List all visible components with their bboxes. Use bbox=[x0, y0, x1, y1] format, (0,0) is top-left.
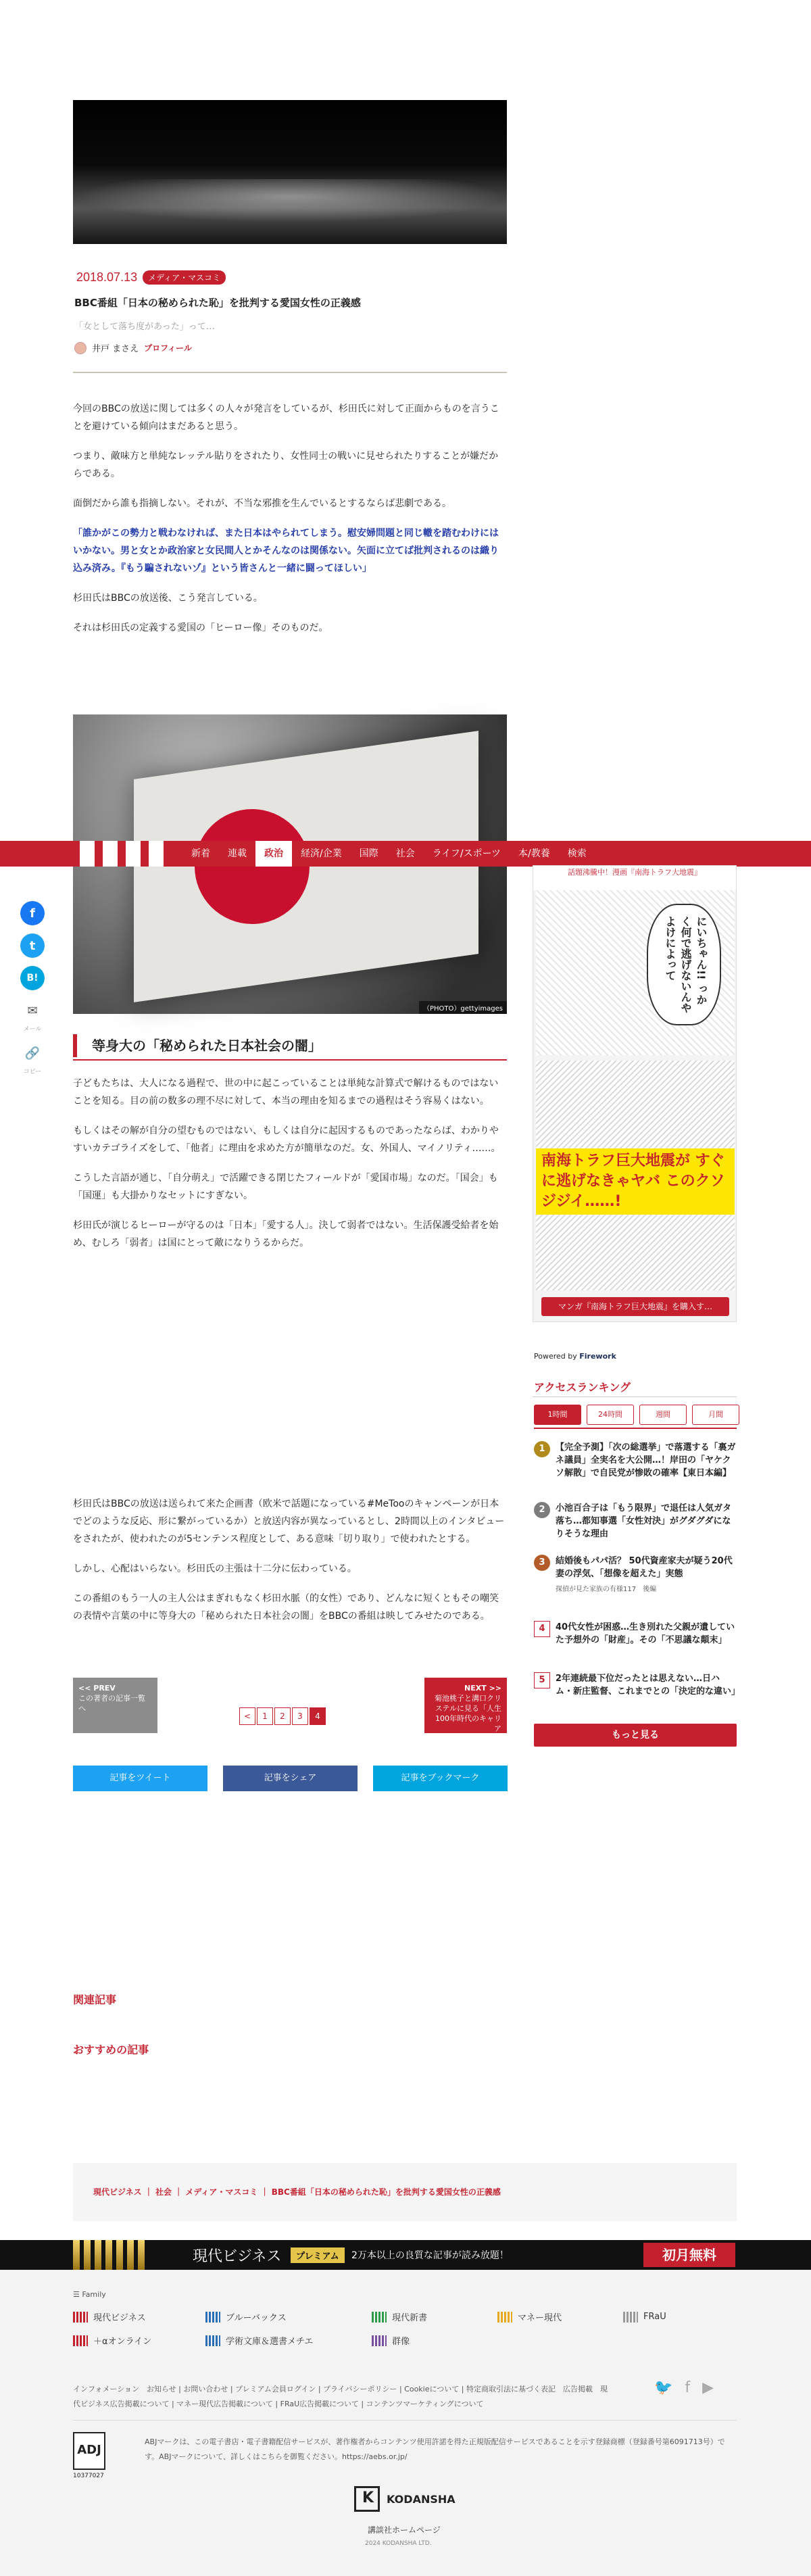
powered-by bbox=[534, 1352, 616, 1361]
brand-bars-icon bbox=[73, 2335, 88, 2346]
stripe bbox=[80, 841, 95, 867]
adj-number: 10377027 bbox=[73, 2473, 104, 2479]
side-share-bar bbox=[20, 901, 45, 1075]
article-meta bbox=[76, 270, 226, 285]
ranking-item[interactable] bbox=[534, 1621, 737, 1647]
manga-headline: 南海トラフ巨大地震が すぐに逃げなきゃヤバ このクソジジイ……! bbox=[536, 1148, 735, 1215]
family-link[interactable] bbox=[205, 2334, 372, 2347]
author-name[interactable]: 井戸 まさえ bbox=[92, 344, 139, 354]
paragraph: 子どもたちは、大人になる過程で、世の中に起こっていることは単純な計算式で解けるものではないことを知る。目の前の数多の理不尽に対して、本当の理由を知るまでの過程はそう容易くはない。 bbox=[73, 1078, 499, 1107]
kodansha-name: KODANSHA bbox=[387, 2492, 456, 2506]
footer bbox=[0, 2270, 811, 2576]
article-body-d bbox=[73, 1495, 507, 1637]
family-link[interactable] bbox=[372, 2334, 497, 2347]
ranking-item[interactable] bbox=[534, 1555, 737, 1596]
paragraph: 今回のBBCの放送に関しては多くの人々が発言をしているが、杉田氏に対して正面からものを言うことを避けている傾向はまだあると思う。 bbox=[73, 404, 499, 432]
brand-bars-icon bbox=[497, 2312, 512, 2323]
family-name[interactable]: 学術文庫＆選書メチエ bbox=[226, 2337, 314, 2347]
twitter-icon[interactable]: t bbox=[20, 933, 45, 958]
family-links bbox=[73, 2310, 737, 2347]
copy-label: コピー bbox=[23, 1069, 42, 1075]
related-heading: 関連記事 bbox=[73, 1993, 117, 2006]
page-3[interactable]: 3 bbox=[292, 1707, 308, 1725]
brand-bars-icon bbox=[205, 2312, 220, 2323]
family-name[interactable]: 群像 bbox=[392, 2337, 410, 2347]
header-divider bbox=[73, 372, 507, 373]
rank-title[interactable]: 2年連続最下位だったとは思えない…日ハム・新庄監督、これまでとの「決定的な違い」 bbox=[556, 1674, 741, 1697]
link-icon[interactable]: 🔗 bbox=[20, 1041, 45, 1065]
powered-label: Powered by bbox=[534, 1352, 577, 1361]
rank-title-text[interactable]: 結婚後もパパ活？ 50代資産家夫が疑う20代妻の浮気、「想像を超えた」実態 bbox=[556, 1556, 733, 1579]
rank-number: 1 bbox=[534, 1441, 550, 1457]
rank-number: 5 bbox=[534, 1672, 550, 1688]
tab-24h[interactable]: 24時間 bbox=[587, 1405, 634, 1425]
ranking-item[interactable] bbox=[534, 1672, 741, 1698]
banner-message: 2万本以上の良質な記事が読み放題！ bbox=[351, 2250, 509, 2261]
copyright: 2024 KODANSHA LTD. bbox=[365, 2540, 432, 2547]
article-subtitle: 「女として落ち度があった」って… bbox=[74, 322, 215, 332]
footer-divider bbox=[73, 2420, 737, 2421]
rank-title[interactable] bbox=[556, 1555, 737, 1596]
paragraph: 杉田氏はBBCの放送は送られて来た企画書（欧米で話題になっている#MeTooのキャンペーンが日本でどのような反応、形に繋がっているか）と放送内容が異なっているとし、2時間以上のインタビューをされたが、使われたのが5センテンス程度として、ある意味「切り取り」で使われたとする。 bbox=[73, 1499, 505, 1545]
next-label: NEXT >> bbox=[464, 1684, 501, 1693]
hero-image bbox=[73, 100, 507, 244]
brand-bars-icon bbox=[372, 2335, 387, 2346]
facebook-icon[interactable]: f bbox=[685, 2379, 691, 2396]
manga-ad-header: 話題沸騰中！漫画『南海トラフ大地震』 bbox=[533, 866, 736, 890]
page-1[interactable]: 1 bbox=[257, 1707, 273, 1725]
facebook-share-button[interactable]: 記事をシェア bbox=[223, 1766, 358, 1791]
tab-1h[interactable]: 1時間 bbox=[534, 1405, 581, 1425]
rank-number: 3 bbox=[534, 1555, 550, 1571]
profile-link[interactable]: プロフィール bbox=[144, 343, 192, 353]
kodansha-mark-icon bbox=[354, 2486, 380, 2512]
premium-banner[interactable] bbox=[0, 2240, 811, 2270]
section-underline bbox=[73, 1059, 507, 1061]
hatena-icon[interactable]: B! bbox=[20, 966, 45, 990]
ranking-tabs-underline bbox=[534, 1428, 737, 1429]
nav-item-series[interactable]: 連載 bbox=[228, 848, 247, 859]
family-name[interactable]: 現代新書 bbox=[392, 2313, 428, 2323]
mail-label: メール bbox=[23, 1026, 42, 1033]
family-link[interactable] bbox=[623, 2310, 737, 2323]
family-link[interactable] bbox=[497, 2310, 623, 2323]
page-2[interactable]: 2 bbox=[274, 1707, 291, 1725]
kodansha-home-link[interactable]: 講談社ホームページ bbox=[368, 2525, 441, 2535]
nav-links bbox=[182, 841, 595, 867]
page-back[interactable]: < bbox=[239, 1707, 255, 1725]
brand-stripes[interactable] bbox=[80, 841, 164, 867]
prev-label: << PREV bbox=[78, 1684, 116, 1693]
next-text: 菊池桃子と溝口クリステルに見る「人生100年時代のキャリア bbox=[435, 1694, 501, 1733]
paragraph: それは杉田氏の定義する愛国の「ヒーロー像」そのものだ。 bbox=[73, 623, 328, 633]
ranking-tabs bbox=[534, 1405, 739, 1425]
paragraph: 杉田氏はBBCの放送後、こう発言している。 bbox=[73, 593, 263, 604]
banner-premium-badge: プレミアム bbox=[291, 2247, 345, 2263]
tab-week[interactable]: 週間 bbox=[639, 1405, 687, 1425]
nav-item-life[interactable]: ライフ/スポーツ bbox=[432, 848, 501, 859]
flag-sun bbox=[195, 809, 310, 924]
page-4[interactable]: 4 bbox=[310, 1707, 326, 1725]
manga-speech: にいちゃん!! っかく何で逃げないんや よけによって bbox=[647, 904, 721, 1025]
next-button[interactable] bbox=[424, 1678, 507, 1733]
banner-brand: 現代ビジネス bbox=[193, 2247, 282, 2264]
family-link[interactable] bbox=[73, 2334, 205, 2347]
rank-number: 4 bbox=[534, 1621, 550, 1637]
rank-subtitle: 探偵が見た家族の有様117 後編 bbox=[556, 1586, 657, 1593]
stripe bbox=[149, 841, 164, 867]
bookmark-button[interactable]: 記事をブックマーク bbox=[373, 1766, 508, 1791]
rank-number: 2 bbox=[534, 1502, 550, 1518]
author-avatar[interactable] bbox=[74, 342, 87, 354]
rank-title[interactable]: 【完全予測】「次の総選挙」で落選する「裏ガネ議員」全実名を大公開…！岸田の「ヤケクソ解散」で自民党が惨敗の確率【東日本編】 bbox=[556, 1442, 736, 1478]
brand-bars-icon bbox=[372, 2312, 387, 2323]
footer-social bbox=[654, 2379, 714, 2396]
article-title: BBC番組「日本の秘められた恥」を批判する愛国女性の正義感 bbox=[74, 297, 361, 309]
paragraph: もしくはその解が自分の望むものではない、もしくは自分に起因するものであったならば、わかりやすいカテゴライズをして、「他者」に理由を求めた方が簡単なのだ。女、外国人、マイノリティ……。 bbox=[73, 1125, 501, 1154]
paragraph: 面倒だから誰も指摘しない。それが、不当な邪推を生んでいるとするならば悲劇である。 bbox=[73, 498, 451, 509]
facebook-icon[interactable]: f bbox=[20, 901, 45, 925]
family-label: ☰ Family bbox=[73, 2290, 106, 2299]
nav-item-economy[interactable]: 経済/企業 bbox=[301, 848, 342, 859]
photo-caption: （PHOTO）gettyimages bbox=[419, 1001, 507, 1014]
youtube-icon[interactable]: ▶ bbox=[702, 2379, 714, 2396]
stripe bbox=[126, 841, 141, 867]
banner-cta-button[interactable]: 初月無料 bbox=[643, 2243, 735, 2267]
author-line bbox=[74, 341, 192, 354]
paragraph: こうした言語が通じ、「自分萌え」で活躍できる閉じたフィールドが「愛国市場」なのだ。「国会」も「国運」も大掛かりなセットにすぎない。 bbox=[73, 1173, 498, 1201]
article-date: 2018.07.13 bbox=[76, 270, 138, 284]
global-nav bbox=[0, 841, 811, 867]
nav-item-books[interactable]: 本/教養 bbox=[518, 848, 550, 859]
breadcrumb[interactable]: 現代ビジネス ｜ 社会 ｜ メディア・マスコミ ｜ BBC番組「日本の秘められた恥」を批判する愛国女性の正義感 bbox=[73, 2163, 737, 2221]
footer-links[interactable]: インフォメーション お知らせ | お問い合わせ | プレミアム会員ログイン | プライバシーポリシー | Cookieについて | 特定商取引法に基づく表記 広告掲載 現代ビジネス広告掲載について | マネー現代広告掲載について | FRaU広告掲載について | コンテンツマーケティングについて bbox=[73, 2385, 608, 2408]
family-name[interactable]: ＋αオンライン bbox=[93, 2337, 152, 2347]
twitter-icon[interactable]: 🐦 bbox=[654, 2379, 673, 2396]
prev-text: この著者の記事一覧へ bbox=[78, 1694, 145, 1713]
family-name[interactable]: FRaU bbox=[643, 2312, 666, 2322]
powered-brand[interactable]: Firework bbox=[579, 1352, 616, 1361]
family-link[interactable] bbox=[205, 2310, 372, 2323]
adj-text: ABJマークは、この電子書店・電子書籍配信サービスが、著作権者からコンテンツ使用許諾を得た正規版配信サービスであることを示す登録商標（登録番号第6091713号）です。ABJマークについて、詳しくはこちらを御覧ください。https://aebs.or.jp/ bbox=[145, 2437, 725, 2461]
brand-bars-icon bbox=[623, 2312, 638, 2323]
prev-button[interactable] bbox=[73, 1678, 157, 1733]
brand-bars-icon bbox=[73, 2312, 88, 2323]
rank-title[interactable]: 40代女性が困惑…生き別れた父親が遺していた予想外の「財産」。その「不思議な顛末」 bbox=[556, 1622, 735, 1645]
nav-item-politics[interactable]: 政治 bbox=[255, 841, 292, 867]
brand-bars-icon bbox=[205, 2335, 220, 2346]
family-name[interactable]: マネー現代 bbox=[518, 2313, 562, 2323]
mail-icon[interactable]: ✉ bbox=[20, 998, 45, 1023]
rank-title[interactable]: 小池百合子は「もう限界」で退任は人気ガタ落ち…都知事選「女性対決」がグダグダになりそうな理由 bbox=[556, 1503, 732, 1539]
paragraph: 杉田氏が演じるヒーローが守るのは「日本」「愛する人」。決して弱者ではない。生活保護受給者を始め、むしろ「弱者」は国にとって敵になりうるからだ。 bbox=[73, 1220, 499, 1248]
pagination bbox=[239, 1707, 326, 1725]
nav-item-society[interactable]: 社会 bbox=[395, 848, 415, 859]
stripe bbox=[103, 841, 118, 867]
family-label-text: Family bbox=[82, 2290, 106, 2299]
manga-panel-1 bbox=[536, 890, 735, 1055]
adj-logo: ADJ bbox=[73, 2432, 105, 2470]
manga-buy-button[interactable]: マンガ『南海トラフ巨大地震』を購入す… bbox=[541, 1297, 729, 1316]
ranking-divider bbox=[533, 1396, 737, 1397]
bottom-share bbox=[73, 1766, 508, 1791]
kodansha-logo[interactable] bbox=[354, 2486, 456, 2512]
recommend-heading: おすすめの記事 bbox=[73, 2043, 149, 2056]
banner-stripes bbox=[73, 2240, 145, 2270]
paragraph: つまり、敵味方と単純なレッテル貼りをされたり、女性同士の戦いに見せられたりすることが嫌だからである。 bbox=[73, 451, 499, 479]
article-body-c bbox=[73, 1075, 507, 1264]
article-body-a bbox=[73, 400, 507, 649]
ranking-item[interactable] bbox=[534, 1502, 737, 1540]
family-name[interactable]: ブルーバックス bbox=[226, 2313, 287, 2323]
tweet-button[interactable]: 記事をツイート bbox=[73, 1766, 207, 1791]
nav-item-search[interactable]: 検索 bbox=[567, 848, 587, 859]
section-heading: 等身大の「秘められた日本社会の闇」 bbox=[73, 1034, 507, 1057]
ranking-more-button[interactable]: もっと見る bbox=[534, 1724, 737, 1747]
paragraph: しかし、心配はいらない。杉田氏の主張は十二分に伝わっている。 bbox=[73, 1563, 357, 1574]
manga-ad[interactable] bbox=[533, 865, 737, 1322]
ranking-title: アクセスランキング bbox=[534, 1381, 631, 1394]
category-badge[interactable]: メディア・マスコミ bbox=[143, 270, 226, 285]
quote: 「誰かがこの勢力と戦わなければ、また日本はやられてしまう。慰安婦問題と同じ轍を踏むわけにはいかない。男と女とか政治家と女民間人とかそんなのは関係ない。矢面に立てば批判されるのは織り込み済み。『もう騙されないゾ』という皆さんと一緒に闘ってほしい」 bbox=[73, 528, 499, 574]
nav-item-new[interactable]: 新着 bbox=[191, 848, 210, 859]
nav-item-international[interactable]: 国際 bbox=[359, 848, 378, 859]
manga-panel-2 bbox=[536, 1061, 735, 1290]
tab-month[interactable]: 月間 bbox=[692, 1405, 739, 1425]
family-link[interactable] bbox=[372, 2310, 497, 2323]
family-link[interactable] bbox=[73, 2310, 205, 2323]
paragraph: この番組のもう一人の主人公はまぎれもなく杉田水脈（的女性）であり、どんなに短くともその嘲笑の表情や言葉の中に等身大の「秘められた日本社会の闇」をBBCの番組は映してみせたのである。 bbox=[73, 1593, 499, 1622]
ranking-item[interactable] bbox=[534, 1441, 737, 1480]
family-name[interactable]: 現代ビジネス bbox=[93, 2313, 146, 2323]
